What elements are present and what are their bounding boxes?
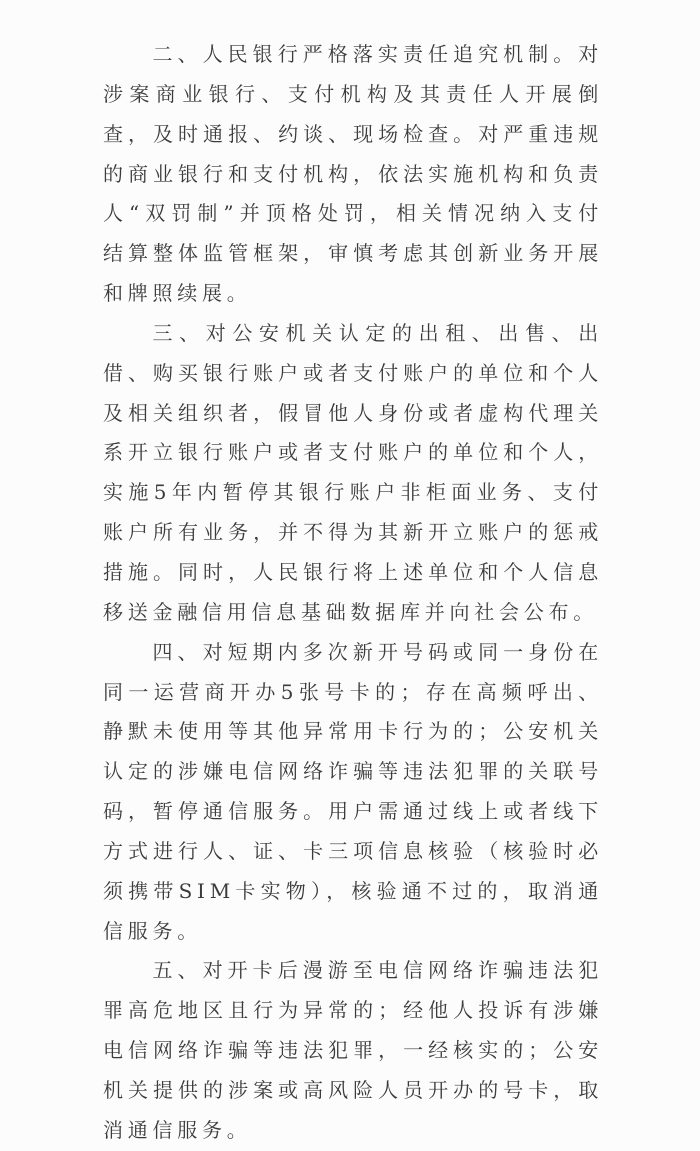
document-body bbox=[103, 35, 603, 1151]
paragraph-item-4: 四、对短期内多次新开号码或同一身份在同一运营商开办5张号卡的；存在高频呼出、静默未使用等其他异常用卡行为的；公安机关认定的涉嫌电信网络诈骗等违法犯罪的关联号码，暂停通信服务。用户需通过线上或者线下方式进行人、证、卡三项信息核验（核验时必须携带SIM卡实物），核验通不过的，取消通信服务。 bbox=[103, 639, 603, 943]
paragraph-item-2: 二、人民银行严格落实责任追究机制。对涉案商业银行、支付机构及其责任人开展倒查，及时通报、约谈、现场检查。对严重违规的商业银行和支付机构，依法实施机构和负责人“双罚制”并顶格处罚，相关情况纳入支付结算整体监管框架，审慎考虑其创新业务开展和牌照续展。 bbox=[103, 42, 603, 306]
paragraph-item-3: 三、对公安机关认定的出租、出售、出借、购买银行账户或者支付账户的单位和个人及相关组织者，假冒他人身份或者虚构代理关系开立银行账户或者支付账户的单位和个人，实施5年内暂停其银行账户非柜面业务、支付账户所有业务，并不得为其新开立账户的惩戒措施。同时，人民银行将上述单位和个人信息移送金融信用信息基础数据库并向社会公布。 bbox=[103, 320, 603, 624]
paragraph-item-5: 五、对开卡后漫游至电信网络诈骗违法犯罪高危地区且行为异常的；经他人投诉有涉嫌电信网络诈骗等违法犯罪，一经核实的；公安机关提供的涉案或高风险人员开办的号卡，取消通信服务。 bbox=[103, 958, 603, 1142]
